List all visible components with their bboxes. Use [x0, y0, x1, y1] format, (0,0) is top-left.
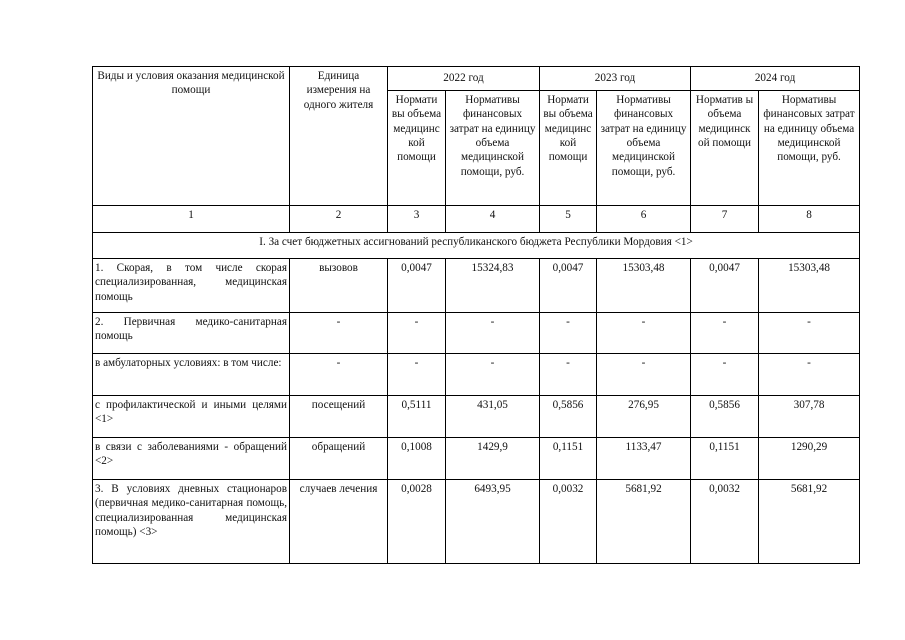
row-value: 1290,29 [759, 438, 860, 480]
row-name: с профилактической и иными целями <1> [93, 396, 290, 438]
row-unit: посещений [290, 396, 388, 438]
row-unit: случаев лечения [290, 480, 388, 564]
row-value: - [540, 354, 597, 396]
row-value: 0,5856 [540, 396, 597, 438]
header-volume-norm: Норматив ы объема медицинск ой помощи [691, 91, 759, 206]
column-number: 2 [290, 206, 388, 233]
row-value: - [691, 354, 759, 396]
row-value: 1429,9 [446, 438, 540, 480]
row-value: 0,5111 [388, 396, 446, 438]
header-cost-norm: Нормативы финансовых затрат на единицу объема медицинской помощи, руб. [446, 91, 540, 206]
table-row [93, 480, 860, 564]
header-year-2022: 2022 год [388, 67, 540, 91]
row-name: 1. Скорая, в том числе скорая специализированная, медицинская помощь [93, 259, 290, 313]
row-value: 0,0047 [691, 259, 759, 313]
column-number: 8 [759, 206, 860, 233]
row-value: 0,0032 [691, 480, 759, 564]
row-value: 431,05 [446, 396, 540, 438]
row-value: - [446, 354, 540, 396]
column-number: 6 [597, 206, 691, 233]
table-row [93, 259, 860, 313]
row-value: 0,5856 [691, 396, 759, 438]
row-value: 0,0032 [540, 480, 597, 564]
row-name: в амбулаторных условиях: в том числе: [93, 354, 290, 396]
column-number-row [93, 206, 860, 233]
row-name: 3. В условиях дневных стационаров (первичная медико-санитарная помощь, специализированная медицинская помощь) <3> [93, 480, 290, 564]
normatives-table [92, 66, 860, 564]
row-value: 276,95 [597, 396, 691, 438]
row-value: 5681,92 [759, 480, 860, 564]
row-value: 1133,47 [597, 438, 691, 480]
row-value: 0,0028 [388, 480, 446, 564]
row-value: 15303,48 [759, 259, 860, 313]
row-value: 5681,92 [597, 480, 691, 564]
header-volume-norm: Нормати вы объема медицинс кой помощи [540, 91, 597, 206]
row-value: 0,1008 [388, 438, 446, 480]
table-row [93, 313, 860, 354]
row-unit: обращений [290, 438, 388, 480]
row-value: 307,78 [759, 396, 860, 438]
row-value: - [759, 354, 860, 396]
row-value: - [388, 313, 446, 354]
table-row [93, 354, 860, 396]
column-number: 4 [446, 206, 540, 233]
row-value: 0,1151 [691, 438, 759, 480]
row-value: - [759, 313, 860, 354]
row-value: - [446, 313, 540, 354]
row-value: - [388, 354, 446, 396]
row-value: - [597, 354, 691, 396]
header-types-conditions: Виды и условия оказания медицинской помощи [93, 67, 290, 206]
row-value: - [540, 313, 597, 354]
row-value: 15303,48 [597, 259, 691, 313]
column-number: 1 [93, 206, 290, 233]
row-name: в связи с заболеваниями - обращений <2> [93, 438, 290, 480]
header-year-2023: 2023 год [540, 67, 691, 91]
table-row [93, 396, 860, 438]
row-value: 0,0047 [388, 259, 446, 313]
header-volume-norm: Нормати вы объема медицинс кой помощи [388, 91, 446, 206]
column-number: 5 [540, 206, 597, 233]
header-year-2024: 2024 год [691, 67, 860, 91]
row-value: 15324,83 [446, 259, 540, 313]
table-row [93, 438, 860, 480]
column-number: 3 [388, 206, 446, 233]
row-value: - [691, 313, 759, 354]
row-unit: вызовов [290, 259, 388, 313]
row-name: 2. Первичная медико-санитарная помощь [93, 313, 290, 354]
section-heading: I. За счет бюджетных ассигнований республиканского бюджета Республики Мордовия <1> [93, 233, 860, 259]
row-value: 6493,95 [446, 480, 540, 564]
row-value: - [597, 313, 691, 354]
header-cost-norm: Нормативы финансовых затрат на единицу объема медицинской помощи, руб. [759, 91, 860, 206]
row-value: 0,0047 [540, 259, 597, 313]
header-unit: Единица измерения на одного жителя [290, 67, 388, 206]
row-unit: - [290, 354, 388, 396]
column-number: 7 [691, 206, 759, 233]
row-value: 0,1151 [540, 438, 597, 480]
row-unit: - [290, 313, 388, 354]
header-cost-norm: Нормативы финансовых затрат на единицу объема медицинской помощи, руб. [597, 91, 691, 206]
